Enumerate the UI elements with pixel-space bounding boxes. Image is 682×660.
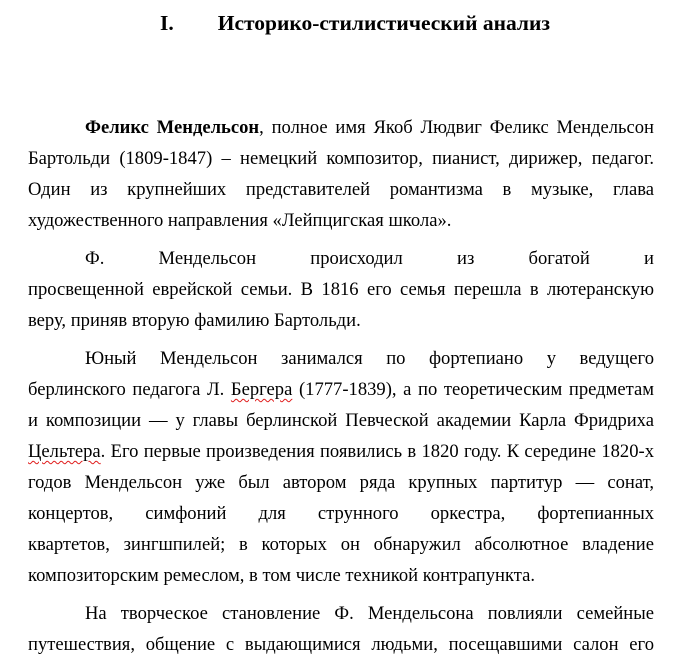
- paragraph: [28, 243, 654, 336]
- text-segment: просвещенной еврейской семьи. В 1816 его семья перешла в лютеранскую: [28, 279, 654, 300]
- text-segment: Феликс Мендельсон: [85, 117, 260, 138]
- text-line: [28, 529, 654, 560]
- text-segment: Бартольди (1809-1847) – немецкий композитор, пианист, дирижер, педагог.: [28, 148, 654, 169]
- text-segment: путешествия, общение с выдающимися людьми, посещавшими салон его: [28, 634, 654, 655]
- text-segment: концертов, симфоний для струнного оркестра, фортепианных: [28, 503, 654, 524]
- text-segment: (1777-1839), а по теоретическим предметам: [292, 379, 654, 400]
- text-segment: , полное имя Якоб Людвиг Феликс Мендельсон: [259, 117, 654, 138]
- text-segment: и композиции — у главы берлинской Певческой академии Карла Фридриха: [28, 410, 654, 431]
- paragraph: [28, 598, 654, 660]
- text-segment: . Его первые произведения появились в 1820 году. К середине 1820-х: [100, 441, 654, 462]
- text-line: [28, 405, 654, 436]
- text-line: [28, 243, 654, 274]
- text-line: [28, 498, 654, 529]
- text-line: [28, 343, 654, 374]
- text-segment: На творческое становление Ф. Мендельсона повлияли семейные: [85, 603, 654, 624]
- section-heading: [28, 8, 654, 39]
- text-segment: берлинского педагога Л.: [28, 379, 231, 400]
- text-segment: композиторским ремеслом, в том числе техникой контрапункта.: [28, 565, 535, 586]
- text-line: [28, 598, 654, 629]
- document-page: [0, 8, 682, 660]
- section-heading-text: Историко-стилистический анализ: [217, 11, 550, 35]
- text-line: [28, 274, 654, 305]
- text-line: [28, 560, 654, 591]
- text-segment: Юный Мендельсон занимался по фортепиано у ведущего: [85, 348, 654, 369]
- text-line: [28, 374, 654, 405]
- text-segment: Один из крупнейших представителей романтизма в музыке, глава: [28, 179, 654, 200]
- text-line: [28, 205, 654, 236]
- spellcheck-flagged-word: Цельтера: [28, 441, 101, 462]
- text-line: [28, 629, 654, 660]
- spellcheck-flagged-word: Бергера: [230, 379, 293, 400]
- text-segment: годов Мендельсон уже был автором ряда крупных партитур — сонат,: [28, 472, 654, 493]
- text-segment: квартетов, зингшпилей; в которых он обнаружил абсолютное владение: [28, 534, 654, 555]
- text-line: [28, 467, 654, 498]
- text-line: [28, 112, 654, 143]
- paragraph: [28, 343, 654, 591]
- document-body: [28, 112, 654, 660]
- text-segment: Ф. Мендельсон происходил из богатой и: [85, 248, 654, 269]
- paragraph: [28, 112, 654, 236]
- text-line: [28, 436, 654, 467]
- text-line: [28, 143, 654, 174]
- text-segment: художественного направления «Лейпцигская школа».: [28, 210, 452, 231]
- text-line: [28, 174, 654, 205]
- text-line: [28, 305, 654, 336]
- text-segment: веру, приняв вторую фамилию Бартольди.: [28, 310, 361, 331]
- section-heading-number: I.: [159, 11, 174, 35]
